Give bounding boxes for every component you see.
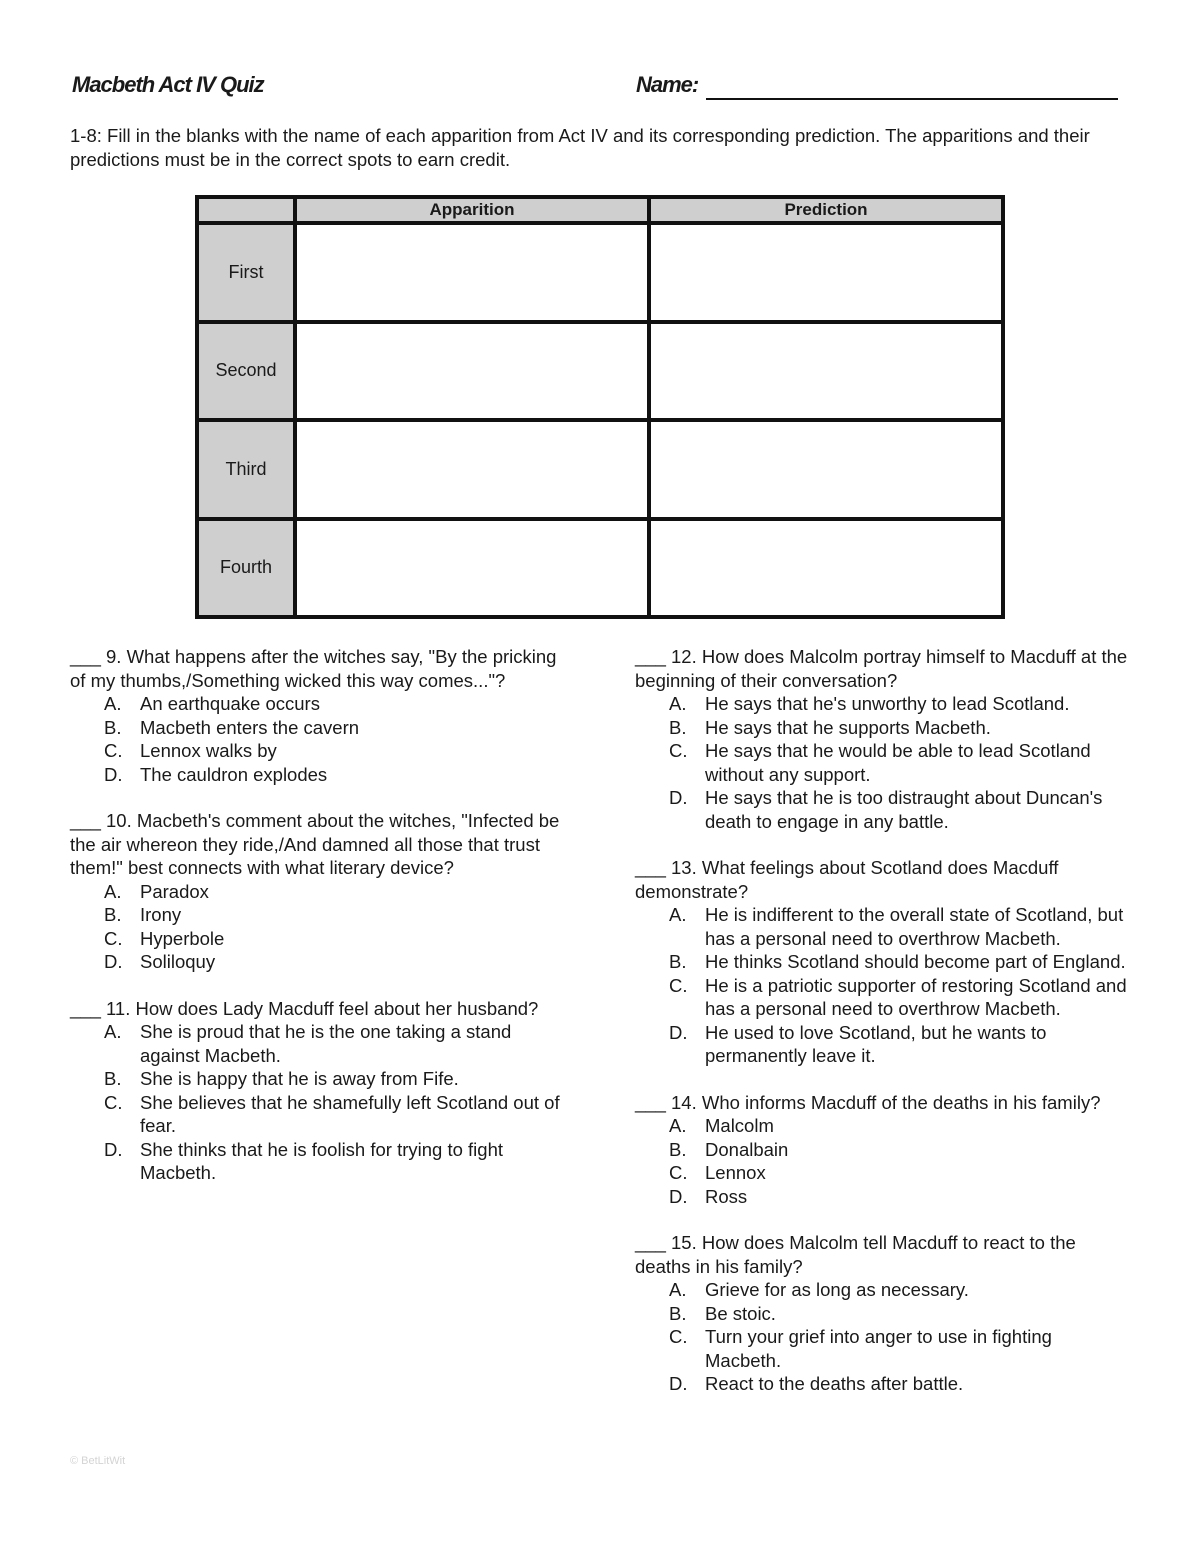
option-text: He is a patriotic supporter of restoring Scotland and has a personal need to overthrow Macbeth.: [705, 974, 1127, 1019]
name-underline[interactable]: [706, 98, 1118, 100]
option-text: Turn your grief into anger to use in fighting Macbeth.: [705, 1326, 1052, 1371]
table-row: [197, 322, 1003, 421]
option-letter: A.: [104, 880, 122, 902]
option-letter: D.: [104, 1138, 123, 1160]
option-item: [635, 1138, 1130, 1162]
option-letter: D.: [669, 1373, 688, 1394]
option-item: [635, 950, 1130, 974]
option-list: [635, 1278, 1130, 1396]
option-letter: A.: [669, 1279, 687, 1300]
option-text: He says that he is too distraught about Duncan's death to engage in any battle.: [705, 787, 1103, 832]
option-item: [70, 716, 570, 740]
option-letter: A.: [104, 1021, 122, 1042]
name-label: Name:: [636, 72, 699, 97]
quiz-title: Macbeth Act IV Quiz: [72, 72, 264, 97]
right-question-column: [635, 645, 1130, 1419]
question-stem: ___ 9. What happens after the witches say, "By the pricking of my thumbs,/Something wicked this way comes..."?: [70, 646, 557, 691]
option-letter: D.: [104, 951, 123, 972]
option-letter: D.: [104, 763, 123, 785]
prediction-cell-second[interactable]: [649, 322, 1003, 421]
option-list: [70, 1020, 570, 1185]
row-label-first: First: [197, 223, 295, 322]
table-row: [197, 519, 1003, 618]
option-letter: D.: [669, 787, 688, 808]
option-text: He says that he's unworthy to lead Scotland.: [705, 693, 1070, 714]
option-text: He used to love Scotland, but he wants to permanently leave it.: [705, 1021, 1047, 1066]
option-text: Donalbain: [705, 1138, 789, 1160]
prediction-cell-third[interactable]: [649, 420, 1003, 519]
header-prediction: Prediction: [649, 197, 1003, 223]
option-item: [635, 1161, 1130, 1185]
option-item: [635, 974, 1130, 1021]
header-apparition: Apparition: [295, 197, 649, 223]
option-item: [635, 1021, 1130, 1068]
question-stem: ___ 13. What feelings about Scotland does Macduff demonstrate?: [635, 857, 1059, 902]
option-text: Paradox: [140, 880, 209, 902]
table-row: [197, 223, 1003, 322]
row-label-second: Second: [197, 322, 295, 421]
option-item: [70, 1020, 570, 1067]
option-item: [70, 950, 570, 974]
option-list: [635, 1114, 1130, 1208]
option-letter: C.: [104, 1091, 123, 1113]
apparition-cell-second[interactable]: [295, 322, 649, 421]
option-text: Hyperbole: [140, 927, 225, 949]
question-stem: ___ 15. How does Malcolm tell Macduff to react to the deaths in his family?: [635, 1232, 1076, 1277]
question-10: [70, 809, 570, 974]
table-header-row: [197, 197, 1003, 223]
question-stem: ___ 10. Macbeth's comment about the witches, "Infected be the air whereon they ride,/And damned all those that trust them!" best connects with what literary device?: [70, 810, 560, 878]
option-text: Lennox: [705, 1162, 766, 1183]
option-text: Be stoic.: [705, 1302, 776, 1324]
prediction-cell-fourth[interactable]: [649, 519, 1003, 618]
option-list: [70, 692, 570, 786]
option-item: [635, 1372, 1130, 1396]
question-15: [635, 1231, 1130, 1396]
name-field[interactable]: [636, 72, 1120, 102]
option-letter: B.: [669, 716, 687, 738]
option-text: Lennox walks by: [140, 740, 277, 761]
option-letter: B.: [104, 716, 122, 738]
option-item: [635, 692, 1130, 716]
option-letter: D.: [669, 1021, 688, 1043]
prediction-cell-first[interactable]: [649, 223, 1003, 322]
option-item: [70, 880, 570, 904]
option-letter: B.: [669, 1138, 687, 1160]
option-text: He is indifferent to the overall state of Scotland, but has a personal need to overthrow Macbeth.: [705, 904, 1124, 949]
instructions: 1-8: Fill in the blanks with the name of each apparition from Act IV and its corresponding prediction. The apparitions and their predictions must be in the correct spots to earn credit.: [70, 125, 1090, 170]
question-stem: ___ 12. How does Malcolm portray himself to Macduff at the beginning of their conversation?: [635, 646, 1128, 691]
option-text: She thinks that he is foolish for trying to fight Macbeth.: [140, 1138, 503, 1183]
option-item: [70, 1091, 570, 1138]
option-text: Malcolm: [705, 1115, 774, 1136]
option-text: Grieve for as long as necessary.: [705, 1279, 969, 1300]
option-letter: B.: [669, 951, 687, 972]
question-12: [635, 645, 1130, 833]
option-item: [70, 763, 570, 787]
option-letter: B.: [669, 1302, 687, 1324]
option-letter: C.: [104, 740, 123, 761]
option-item: [635, 1325, 1130, 1372]
option-item: [70, 692, 570, 716]
option-item: [635, 1114, 1130, 1138]
option-text: The cauldron explodes: [140, 763, 328, 785]
apparition-cell-fourth[interactable]: [295, 519, 649, 618]
option-text: Irony: [140, 904, 182, 925]
option-letter: A.: [669, 1115, 687, 1136]
question-13: [635, 856, 1130, 1068]
header-corner: [197, 197, 295, 223]
option-item: [70, 1138, 570, 1185]
option-letter: A.: [104, 693, 122, 714]
apparition-cell-first[interactable]: [295, 223, 649, 322]
option-item: [635, 903, 1130, 950]
option-letter: D.: [669, 1185, 688, 1207]
question-stem: ___ 11. How does Lady Macduff feel about her husband?: [70, 997, 539, 1019]
option-list: [70, 880, 570, 974]
option-item: [70, 903, 570, 927]
question-11: [70, 997, 570, 1185]
option-letter: B.: [104, 1068, 122, 1089]
row-label-fourth: Fourth: [197, 519, 295, 618]
option-letter: C.: [669, 974, 688, 996]
option-text: He says that he supports Macbeth.: [705, 716, 991, 738]
option-list: [635, 692, 1130, 833]
question-14: [635, 1091, 1130, 1209]
option-text: React to the deaths after battle.: [705, 1373, 964, 1394]
apparition-table: [195, 195, 1005, 619]
question-9: [70, 645, 570, 786]
option-text: He thinks Scotland should become part of England.: [705, 951, 1126, 972]
option-letter: C.: [669, 1326, 688, 1347]
option-item: [635, 1302, 1130, 1326]
option-item: [635, 739, 1130, 786]
option-letter: B.: [104, 904, 122, 925]
option-item: [70, 1067, 570, 1091]
option-item: [70, 739, 570, 763]
left-question-column: [70, 645, 570, 1208]
option-letter: C.: [669, 740, 688, 761]
option-letter: C.: [104, 927, 123, 949]
option-text: Ross: [705, 1185, 748, 1207]
option-text: Soliloquy: [140, 951, 216, 972]
option-item: [635, 1278, 1130, 1302]
option-text: An earthquake occurs: [140, 693, 320, 714]
option-item: [70, 927, 570, 951]
table-row: [197, 420, 1003, 519]
apparition-cell-third[interactable]: [295, 420, 649, 519]
option-text: She is proud that he is the one taking a stand against Macbeth.: [140, 1021, 512, 1066]
option-text: She believes that he shamefully left Scotland out of fear.: [140, 1091, 560, 1136]
option-list: [635, 903, 1130, 1068]
option-letter: A.: [669, 904, 687, 925]
option-letter: C.: [669, 1162, 688, 1183]
option-text: Macbeth enters the cavern: [140, 716, 360, 738]
question-stem: ___ 14. Who informs Macduff of the deaths in his family?: [635, 1091, 1101, 1113]
option-item: [635, 1185, 1130, 1209]
copyright-footer: © BetLitWit: [70, 1455, 126, 1467]
option-text: He says that he would be able to lead Scotland without any support.: [705, 740, 1091, 785]
option-item: [635, 786, 1130, 833]
option-letter: A.: [669, 693, 687, 714]
option-text: She is happy that he is away from Fife.: [140, 1068, 459, 1089]
row-label-third: Third: [197, 420, 295, 519]
option-item: [635, 716, 1130, 740]
